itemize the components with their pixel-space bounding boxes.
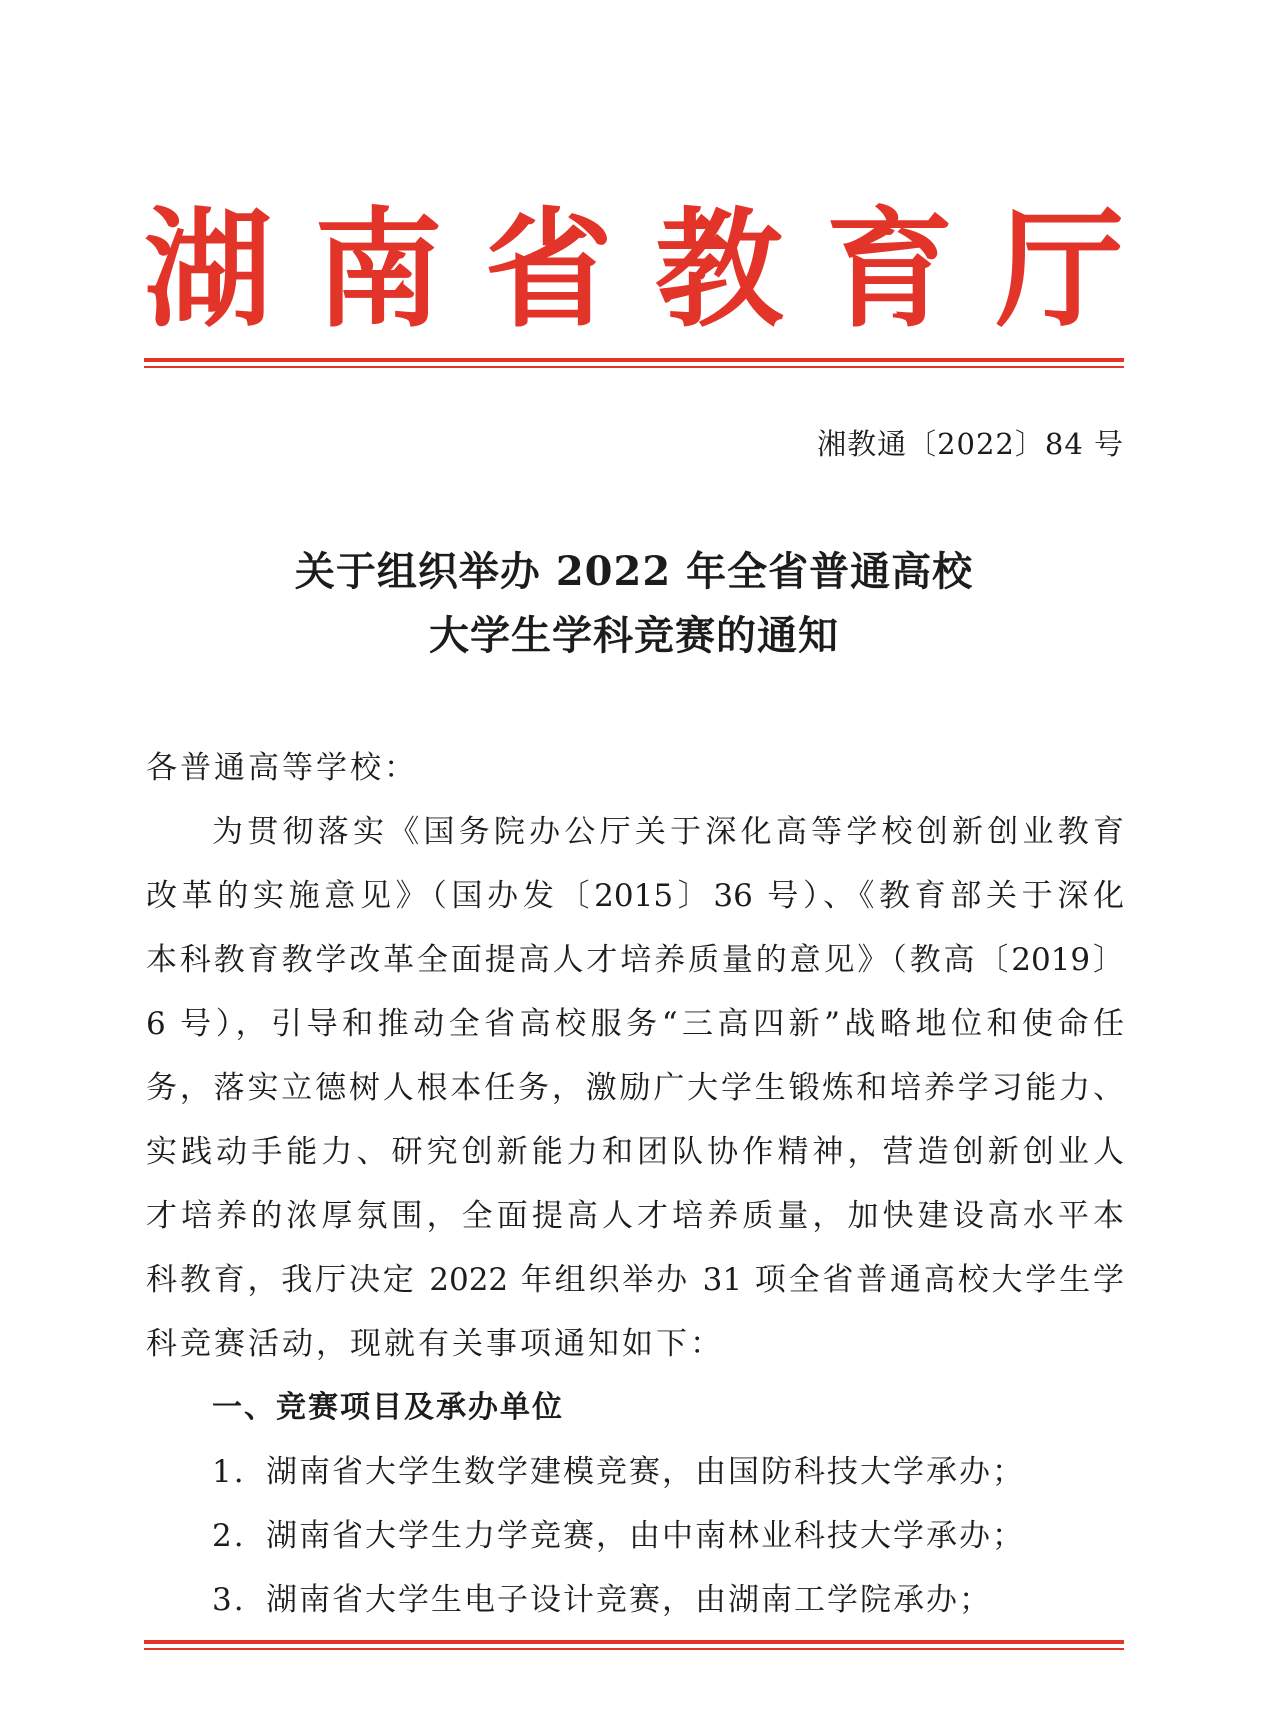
letterhead-char: 厅: [995, 196, 1124, 345]
body-line: 务，落实立德树人根本任务，激励广大学生锻炼和培养学习能力、: [146, 1070, 1124, 1106]
section-heading: 一、竞赛项目及承办单位: [212, 1390, 564, 1425]
list-item: [212, 1504, 1025, 1568]
letterhead-char: 育: [825, 196, 954, 345]
list-item: [212, 1440, 1025, 1504]
document-title-line-2: 大学生学科竞赛的通知: [429, 612, 839, 659]
body-line: 才培养的浓厚氛围，全面提高人才培养质量，加快建设高水平本: [146, 1198, 1124, 1234]
document-number: 湘教通〔2022〕84 号: [817, 427, 1124, 461]
letterhead-char: 湖: [144, 196, 273, 345]
list-item-number: 3.: [212, 1582, 246, 1618]
letterhead-title: [144, 196, 1124, 346]
document-title-line-1: 关于组织举办 2022 年全省普通高校: [294, 548, 974, 595]
salutation: 各普通高等学校：: [146, 750, 418, 786]
letterhead-char: 南: [314, 196, 443, 345]
letterhead-rule-thick: [144, 358, 1124, 362]
body-line: 6 号），引导和推动全省高校服务“三高四新”战略地位和使命任: [146, 1006, 1124, 1042]
letterhead-rule-thin: [144, 366, 1124, 368]
list-item-number: 2.: [212, 1518, 246, 1554]
competition-list: [212, 1440, 1025, 1632]
list-item-text: 湖南省大学生数学建模竞赛，由国防科技大学承办；: [266, 1454, 1025, 1490]
footer-rule-thick: [144, 1640, 1124, 1644]
body-line: 改革的实施意见》（国办发〔2015〕36 号）、《教育部关于深化: [146, 878, 1124, 914]
list-item: [212, 1568, 1025, 1632]
letterhead-char: 省: [484, 196, 613, 345]
body-paragraph: [146, 800, 1124, 1376]
list-item-text: 湖南省大学生电子设计竞赛，由湖南工学院承办；: [266, 1582, 992, 1618]
body-line: 为贯彻落实《国务院办公厅关于深化高等学校创新创业教育: [212, 814, 1124, 850]
body-line: 科竞赛活动，现就有关事项通知如下：: [146, 1326, 724, 1362]
list-item-number: 1.: [212, 1454, 246, 1490]
list-item-text: 湖南省大学生力学竞赛，由中南林业科技大学承办；: [266, 1518, 1025, 1554]
footer-rule-thin: [144, 1648, 1124, 1650]
body-line: 科教育，我厅决定 2022 年组织举办 31 项全省普通高校大学生学: [146, 1262, 1124, 1298]
letterhead-char: 教: [655, 196, 784, 345]
body-line: 本科教育教学改革全面提高人才培养质量的意见》（教高〔2019〕: [146, 942, 1124, 978]
body-line: 实践动手能力、研究创新能力和团队协作精神，营造创新创业人: [146, 1134, 1124, 1170]
